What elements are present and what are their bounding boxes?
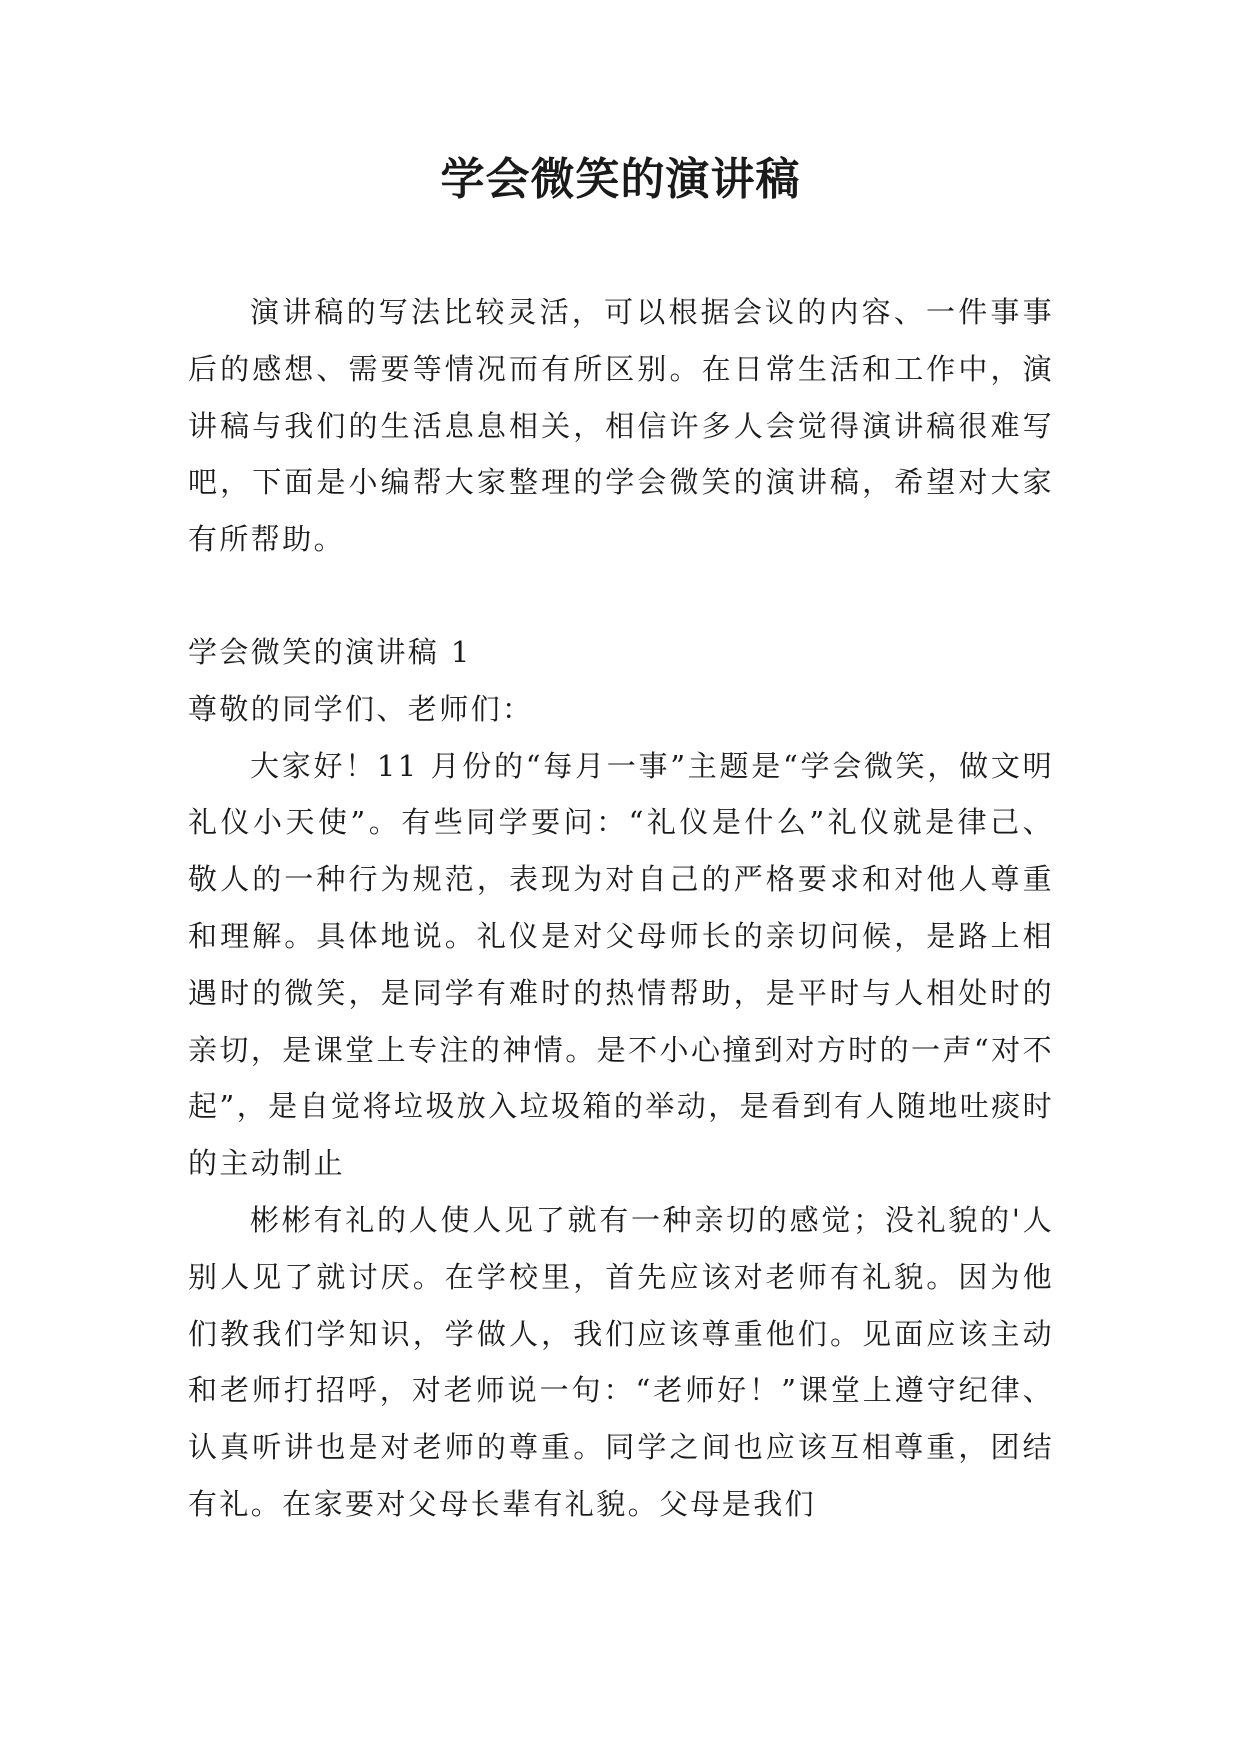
document-title: 学会微笑的演讲稿: [440, 154, 801, 205]
body-paragraph-1: 大家好！11 月份的“每月一事”主题是“学会微笑，做文明礼仪小天使”。有些同学要问：“礼仪是什么”礼仪就是律己、敬人的一种行为规范，表现为对自己的严格要求和对他人尊重和理解。具体地说。礼仪是对父母师长的亲切问候，是路上相遇时的微笑，是同学有难时的热情帮助，是平时与人相处时的亲切，是课堂上专注的神情。是不小心撞到对方时的一声“对不起”，是自觉将垃圾放入垃圾箱的举动，是看到有人随地吐痰时的主动制止: [188, 748, 1054, 1181]
section-heading: 学会微笑的演讲稿 1: [188, 634, 472, 669]
intro-paragraph: 演讲稿的写法比较灵活，可以根据会议的内容、一件事事后的感想、需要等情况而有所区别。在日常生活和工作中，演讲稿与我们的生活息息相关，相信许多人会觉得演讲稿很难写吧，下面是小编帮大家整理的学会微笑的演讲稿，希望对大家有所帮助。: [188, 295, 1054, 557]
salutation: 尊敬的同学们、老师们：: [188, 691, 534, 726]
section-gap: [188, 568, 1054, 624]
document-body: [188, 284, 1054, 1533]
body-paragraph-2: 彬彬有礼的人使人见了就有一种亲切的感觉；没礼貌的'人别人见了就讨厌。在学校里，首先应该对老师有礼貌。因为他们教我们学知识，学做人，我们应该尊重他们。见面应该主动和老师打招呼，对老师说一句：“老师好！”课堂上遵守纪律、认真听讲也是对老师的尊重。同学之间也应该互相尊重，团结有礼。在家要对父母长辈有礼貌。父母是我们: [188, 1202, 1054, 1521]
